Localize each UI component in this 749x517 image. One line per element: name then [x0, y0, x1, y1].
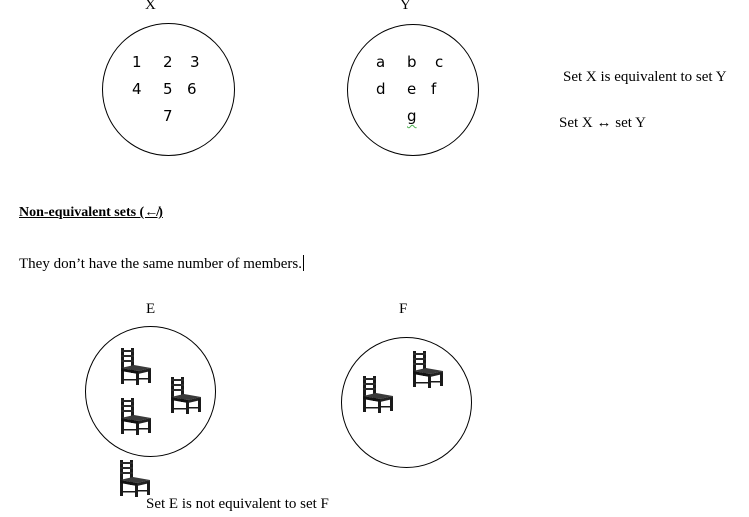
- chair-icon: [360, 375, 394, 413]
- non-equivalent-statement: Set E is not equivalent to set F: [146, 496, 329, 512]
- set-x-member: 4: [132, 80, 142, 98]
- chair-icon: [410, 350, 444, 388]
- chair-icon: [117, 459, 151, 497]
- set-x-member: 3: [190, 53, 200, 71]
- set-f-label: F: [399, 301, 408, 317]
- non-equivalent-heading: Non-equivalent sets (↚): [19, 205, 163, 220]
- equivalent-notation: Set X ↔ set Y: [559, 115, 646, 131]
- set-x-member: 1: [132, 53, 142, 71]
- set-x-member: 2: [163, 53, 173, 71]
- text-cursor: [303, 255, 304, 271]
- chair-icon: [118, 397, 152, 435]
- chair-icon: [168, 376, 202, 414]
- set-y-member: c: [435, 53, 444, 71]
- set-x-member: 5: [163, 80, 173, 98]
- chair-icon: [118, 347, 152, 385]
- set-x-member: 7: [163, 107, 173, 125]
- set-y-member: a: [376, 53, 386, 71]
- set-y-member: g: [407, 107, 417, 125]
- set-y-label: Y: [400, 0, 411, 13]
- set-y-member: d: [376, 80, 386, 98]
- set-x-label: X: [145, 0, 156, 13]
- set-y-member: f: [431, 80, 437, 98]
- set-y-member: b: [407, 53, 417, 71]
- set-y-member: e: [407, 80, 417, 98]
- non-equivalent-description: They don’t have the same number of members.: [19, 256, 302, 272]
- set-e-label: E: [146, 301, 156, 317]
- set-x-member: 6: [187, 80, 197, 98]
- equivalent-statement: Set X is equivalent to set Y: [563, 69, 727, 85]
